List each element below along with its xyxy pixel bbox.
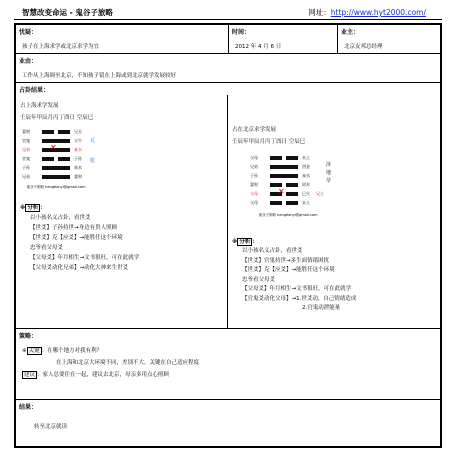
left-line2: 壬辰年甲辰月丙丁酉日 空辰巳 — [20, 115, 94, 121]
right-trigram-1: 泽 — [326, 162, 332, 168]
page-header — [14, 4, 442, 20]
hex-yang — [42, 166, 70, 170]
hex-row-rel: 寅木 — [74, 165, 82, 170]
hex-row-name: 子孙 — [22, 165, 30, 170]
hex-row-name: 兄弟 — [22, 174, 30, 179]
hex-mark-red: 兄土 — [316, 191, 324, 196]
matter-label: 业由： — [19, 58, 38, 65]
right-line2: 壬辰年甲辰月丙丁酉日 空辰巳 — [232, 139, 306, 145]
tip-text: ：家人总要住在一起，建议去北京，母亲多用点心照顾 — [37, 372, 170, 378]
right-analysis-line: 【官鬼爻动化父母】→1.世爻动，自己情绪造成 — [242, 295, 357, 302]
person-cell — [337, 24, 441, 54]
strategy-cell — [15, 328, 441, 400]
hex-row-rel: 妻财 — [74, 174, 82, 179]
results-cell — [15, 82, 441, 329]
person-value: 北京友邦总经理 — [344, 44, 383, 50]
hex-row-rel: 兄丑 — [74, 129, 82, 134]
left-line1: 占上海求学发展 — [20, 103, 59, 109]
hex-yang — [270, 165, 298, 169]
left-analysis-line: 【世爻】克【应爻】→能胜任这个环境 — [30, 235, 123, 241]
right-analysis: ※ 分析 ： 以小孩名义占卦，看世爻 【世爻】官鬼持世→多生面情绪困扰 【世爻】克【应爻】→能胜任这个环境 忠爷看父母爻 【父母爻】年月相生→文书很旺，可在此就学 【官鬼爻动化父母】→1.世爻动，自己情绪造成 2.官鬼动泄能量 — [232, 237, 356, 314]
moving-line-mark: ✕ — [50, 143, 57, 152]
question-label: 忧疑： — [19, 29, 38, 36]
right-analysis-line: 2.官鬼动泄能量 — [302, 305, 341, 311]
right-analysis-line: 【世爻】官鬼持世→多生面情绪困扰 — [242, 257, 330, 264]
question-text: 孩子在上海求学或北京求学为宜 — [22, 44, 100, 50]
left-reading — [16, 95, 228, 328]
moving-line-mark: ✕ — [278, 187, 285, 196]
hex-row-name: 父母 — [250, 200, 258, 205]
key-text: ：在哪个地方对我有利？ — [41, 348, 103, 354]
results-label: 占卦结果： — [19, 87, 50, 94]
right-hexagram — [250, 155, 330, 229]
hex-yin-right — [286, 192, 298, 196]
hex-row-name: 子孙 — [250, 173, 258, 178]
conclusion-text: 转至北京就读 — [34, 424, 68, 430]
left-trigram-2: 乾 — [90, 158, 96, 164]
hex-row-rel: 未土 — [302, 155, 310, 160]
hex-mark-red: 父母 — [250, 191, 258, 196]
url-label: 网址： — [308, 8, 331, 17]
document-frame — [14, 23, 442, 448]
left-analysis: ※ 分析 ： 以小孩名义占卦，看世爻 【世爻】子孙持世→身边有贵人照顾 【世爻】克【应爻】→能胜任这个环境 忠爷看父母爻 【父母爻】年月相生→文书很旺，可在此就学 【父母爻动化兄弟】→动化大神来生世爻 — [20, 205, 140, 271]
matter-text: 工作从上海调至北京，不知孩子留在上海或到北京就学发展较好 — [22, 73, 177, 79]
site-title: 智慧改变命运 - 鬼谷子旅略 — [22, 8, 113, 17]
hex-yin-left — [42, 130, 54, 134]
time-value: 2012 年 4 月 6 日 — [235, 44, 282, 50]
left-signature: 鬼谷子旅略 hangtianyi@gmail.com — [26, 185, 86, 189]
site-url — [308, 7, 426, 18]
hex-mark-red: 兄弟 — [22, 147, 30, 152]
hex-row-rel: 酉金 — [302, 164, 310, 169]
hex-row-name: 妻财 — [22, 129, 30, 134]
hex-row-rel: 父午 — [74, 138, 82, 143]
left-analysis-label: 分析 — [27, 205, 39, 211]
hex-row-name: 父母 — [250, 155, 258, 160]
hex-yang — [270, 174, 298, 178]
hex-yin-right — [286, 156, 298, 160]
time-label: 时间： — [232, 29, 251, 36]
key-detail: 在上海和北京大环境不同，差别不大，关键在自己适应程度 — [56, 360, 200, 366]
hex-yin-left — [270, 156, 282, 160]
question-cell — [15, 24, 229, 54]
tip-label: 建议 — [24, 372, 36, 378]
hex-row-rel: 未土 — [302, 200, 310, 205]
left-analysis-line: 【父母爻】年月相生→文书很旺，可在此就学 — [30, 255, 140, 261]
hex-yin-right — [286, 201, 298, 205]
right-analysis-line: 忠爷看父母爻 — [242, 276, 276, 283]
hex-yin-right — [286, 183, 298, 187]
hex-row-rel: 子孙 — [74, 156, 82, 161]
left-analysis-line: 【世爻】子孙持世→身边有贵人照顾 — [30, 225, 118, 231]
left-hexagram — [22, 129, 96, 191]
matter-cell — [15, 53, 441, 83]
hex-yang — [42, 175, 70, 179]
hex-yin-left — [270, 201, 282, 205]
url-link[interactable]: http://www.hyt2000.com/ — [330, 8, 426, 17]
strategy-body: ※ 关键 ：在哪个地方对我有利？ 在上海和北京大环境不同，差别不大，关键在自己适应程度 建议 ：家人总要住在一起，建议去北京，母亲多用点心照顾 — [22, 348, 200, 378]
right-analysis-label: 分析 — [239, 239, 251, 245]
hex-row-name: 兄弟 — [250, 164, 258, 169]
left-analysis-line: 忠爷看父母爻 — [30, 245, 64, 251]
left-trigram-1: 兑 — [90, 138, 96, 144]
hex-mark-red: 亥水 — [74, 147, 82, 152]
hex-yin-right — [58, 157, 70, 161]
conclusion-label: 结果： — [19, 404, 38, 411]
right-analysis-line: 【父母爻】年月相生→文书很旺，可在此就学 — [242, 286, 352, 292]
hex-row-name: 官鬼 — [22, 138, 30, 143]
right-analysis-line: 以小孩名义占卦，看世爻 — [242, 248, 303, 254]
right-signature: 鬼谷子旅略 hangtianyi@gmail.com — [258, 213, 318, 217]
right-reading — [228, 95, 440, 328]
right-trigram-3: 萃 — [326, 178, 332, 184]
conclusion-cell — [15, 399, 441, 447]
strategy-label: 策略： — [19, 333, 38, 340]
hex-yin-left — [42, 157, 54, 161]
hex-row-rel: 亥水 — [302, 173, 310, 178]
key-label: 关键 — [28, 348, 40, 354]
right-analysis-line: 【世爻】克【应爻】→能胜任这个环境 — [242, 267, 335, 273]
right-trigram-2: 地 — [326, 170, 332, 176]
left-analysis-line: 【父母爻动化兄弟】→动化大神来生世爻 — [30, 265, 129, 271]
left-analysis-line: 以小孩名义占卦，看世爻 — [30, 215, 91, 221]
hex-yin-right — [58, 130, 70, 134]
right-line1: 占在北京求学发展 — [232, 127, 277, 133]
time-cell — [228, 24, 338, 54]
hex-row-name: 妻财 — [250, 182, 258, 187]
hex-row-rel: 卯木 — [302, 182, 310, 187]
hex-row-rel: 巳火 — [302, 191, 310, 196]
person-label: 业主： — [341, 29, 360, 36]
hex-row-name: 官鬼 — [22, 156, 30, 161]
